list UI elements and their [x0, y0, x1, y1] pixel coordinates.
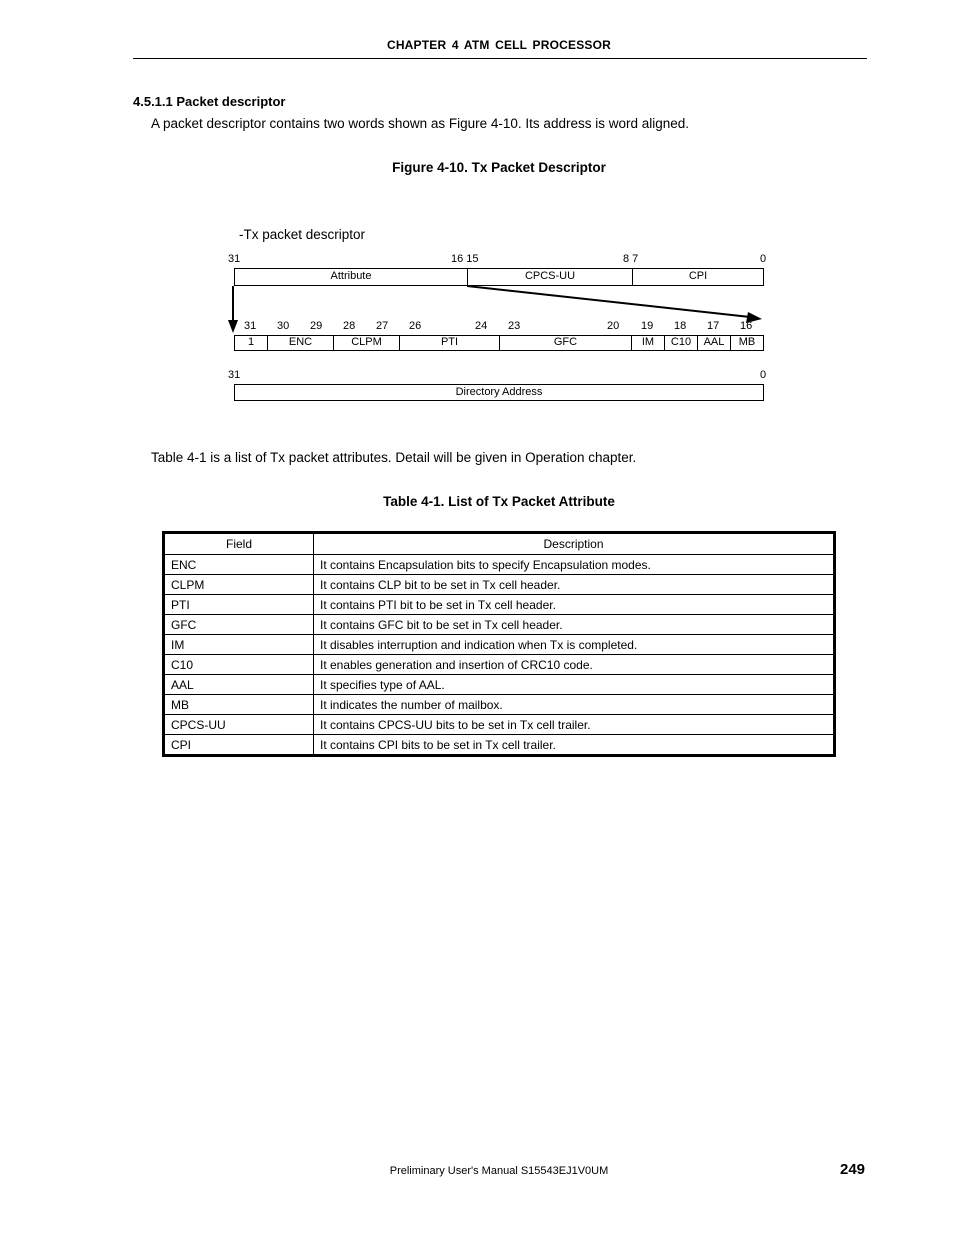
field-cell: CLPM: [164, 575, 314, 595]
page-number: 249: [840, 1161, 866, 1178]
expansion-arrows: [222, 284, 772, 334]
field-c10: C10: [665, 336, 698, 350]
description-cell: It contains CPI bits to be set in Tx cell trailer.: [314, 735, 835, 756]
field-pti: PTI: [400, 336, 500, 350]
field-cell: CPI: [164, 735, 314, 756]
field-cell: GFC: [164, 615, 314, 635]
intro-paragraph: A packet descriptor contains two words shown as Figure 4-10. Its address is word aligned.: [151, 116, 690, 131]
figure-sublabel: -Tx packet descriptor: [239, 227, 366, 242]
figure-caption: Figure 4-10. Tx Packet Descriptor: [392, 160, 606, 175]
bit-number: 16: [740, 320, 753, 332]
field-im: IM: [632, 336, 665, 350]
bit-number: 31: [228, 369, 241, 381]
bit-number: 0: [760, 369, 767, 381]
header-rule: [133, 58, 867, 59]
bit-number: 16 15: [451, 253, 479, 265]
bit-number: 31: [244, 320, 257, 332]
field-cell: PTI: [164, 595, 314, 615]
field-cpcs-uu: CPCS-UU: [468, 269, 633, 285]
bit-number: 26: [409, 320, 422, 332]
table-row: [164, 555, 835, 575]
footer-manual: Preliminary User's Manual S15543EJ1V0UM: [389, 1165, 609, 1177]
description-cell: It contains GFC bit to be set in Tx cell header.: [314, 615, 835, 635]
bit-number: 8 7: [623, 253, 639, 265]
bit-number: 24: [475, 320, 488, 332]
field-bit31: 1: [235, 336, 268, 350]
field-cell: CPCS-UU: [164, 715, 314, 735]
bit-number: 27: [376, 320, 389, 332]
section-heading: 4.5.1.1 Packet descriptor: [133, 94, 286, 109]
arrow-left-head: [228, 320, 238, 333]
description-cell: It contains Encapsulation bits to specify Encapsulation modes.: [314, 555, 835, 575]
field-directory-address: Directory Address: [455, 386, 543, 398]
description-cell: It disables interruption and indication when Tx is completed.: [314, 635, 835, 655]
description-cell: It contains CLP bit to be set in Tx cell header.: [314, 575, 835, 595]
field-mb: MB: [738, 336, 756, 348]
bit-number: 23: [508, 320, 521, 332]
field-clpm: CLPM: [334, 336, 400, 350]
field-enc: ENC: [268, 336, 334, 350]
bit-number: 18: [674, 320, 687, 332]
arrow-right-line: [467, 286, 750, 317]
field-cell: C10: [164, 655, 314, 675]
field-cell: IM: [164, 635, 314, 655]
register-word1: [234, 384, 764, 401]
register-attribute-expanded: [234, 335, 764, 351]
attribute-table: [162, 531, 836, 757]
bit-number: 29: [310, 320, 323, 332]
field-attribute: Attribute: [235, 269, 468, 285]
table-caption: Table 4-1. List of Tx Packet Attribute: [383, 494, 615, 509]
field-cell: ENC: [164, 555, 314, 575]
description-cell: It contains CPCS-UU bits to be set in Tx cell trailer.: [314, 715, 835, 735]
running-header: CHAPTER 4 ATM CELL PROCESSOR: [386, 38, 612, 52]
table-row: [164, 735, 835, 756]
description-cell: It specifies type of AAL.: [314, 675, 835, 695]
description-cell: It contains PTI bit to be set in Tx cell header.: [314, 595, 835, 615]
bit-number: 0: [760, 253, 767, 265]
table-row: [164, 715, 835, 735]
column-header-field: Field: [164, 533, 314, 555]
table-row: [164, 655, 835, 675]
field-cpi: CPI: [688, 270, 708, 282]
description-cell: It enables generation and insertion of CRC10 code.: [314, 655, 835, 675]
column-header-description: Description: [314, 533, 835, 555]
bit-number: 17: [707, 320, 720, 332]
bit-number: 30: [277, 320, 290, 332]
table-row: [164, 695, 835, 715]
field-aal: AAL: [698, 336, 731, 350]
table-intro-paragraph: Table 4-1 is a list of Tx packet attributes. Detail will be given in Operation chapter.: [151, 450, 637, 465]
field-cell: MB: [164, 695, 314, 715]
description-cell: It indicates the number of mailbox.: [314, 695, 835, 715]
table-row: [164, 635, 835, 655]
table-header-row: [164, 533, 835, 555]
table-row: [164, 575, 835, 595]
bit-number: 31: [228, 253, 241, 265]
field-cell: AAL: [164, 675, 314, 695]
table-row: [164, 675, 835, 695]
bit-number: 19: [641, 320, 654, 332]
table-row: [164, 595, 835, 615]
table-row: [164, 615, 835, 635]
bit-number: 20: [607, 320, 620, 332]
field-gfc: GFC: [500, 336, 632, 350]
bit-number: 28: [343, 320, 356, 332]
